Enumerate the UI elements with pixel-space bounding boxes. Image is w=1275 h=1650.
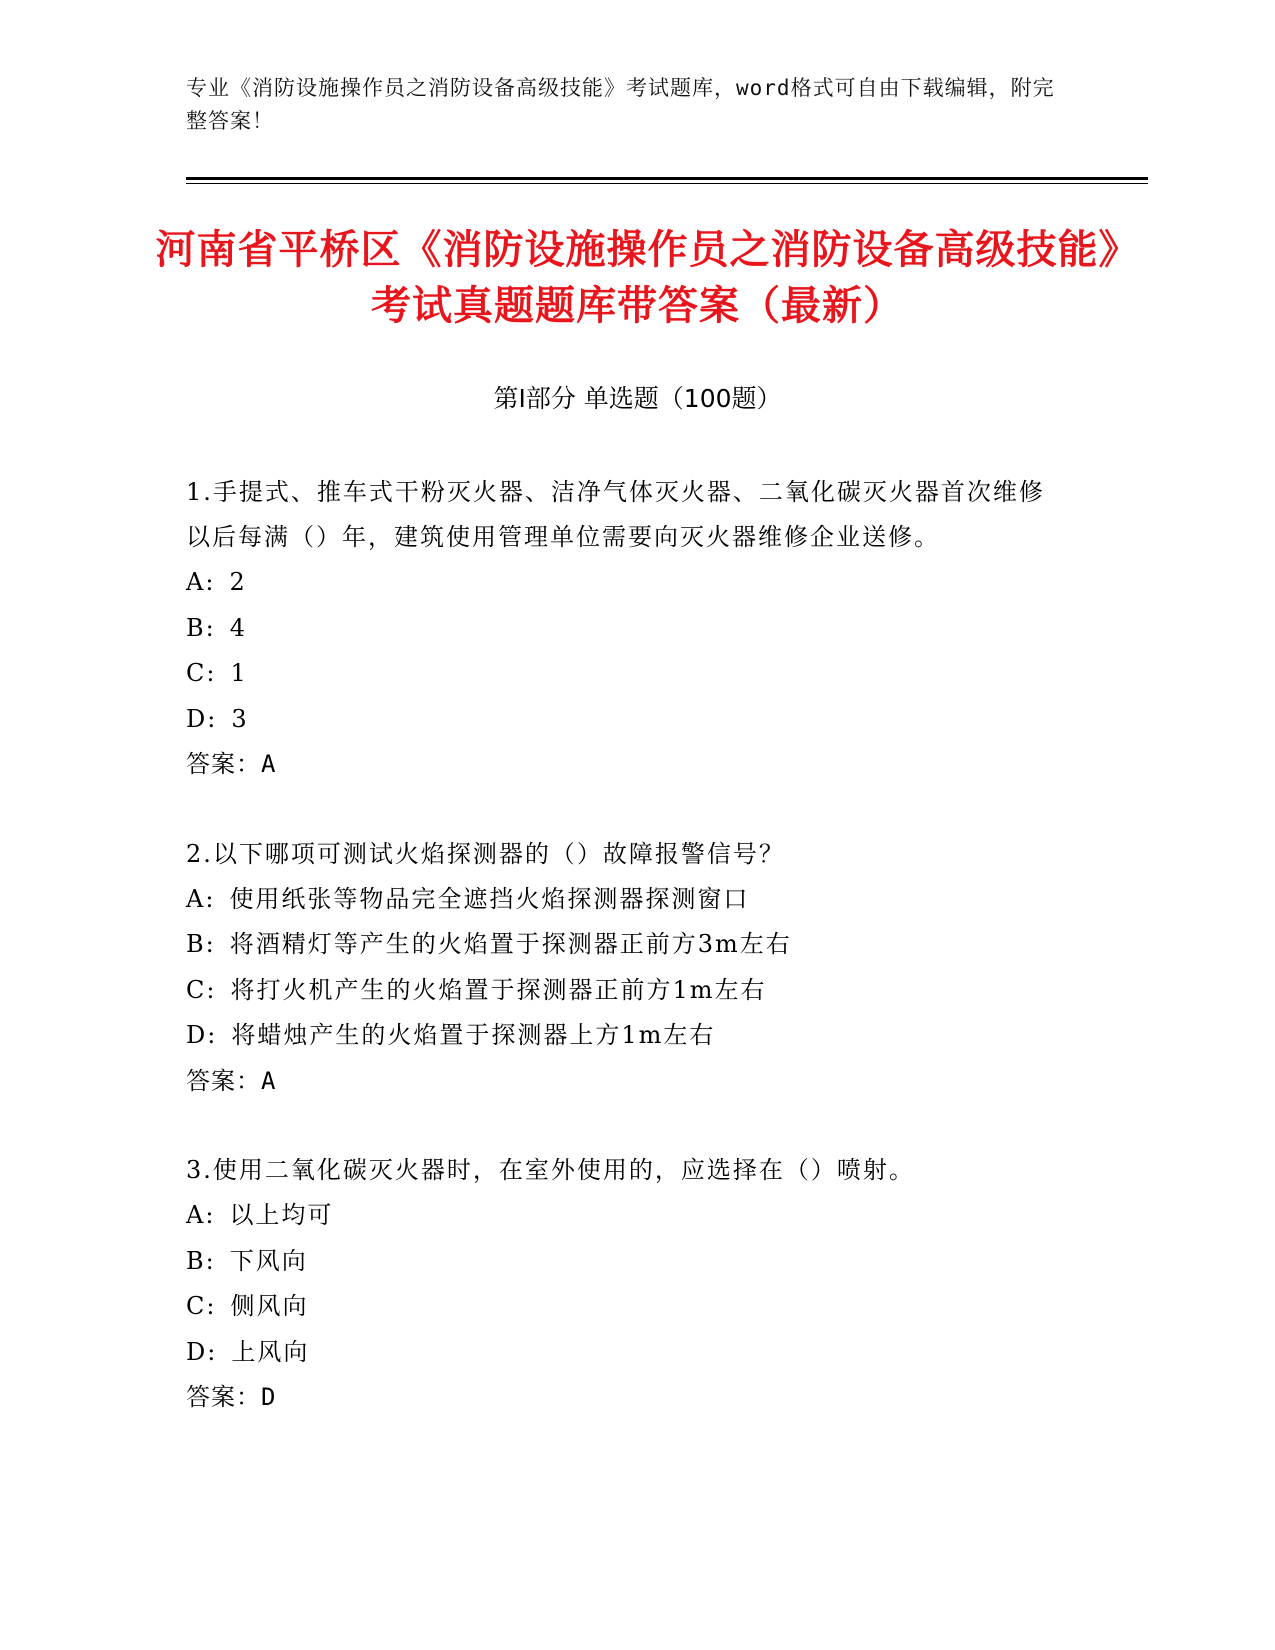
option-a — [186, 1193, 1066, 1239]
answer-line — [186, 742, 1066, 788]
option-text: 将蜡烛产生的火焰置于探测器上方1m左右 — [231, 1021, 716, 1049]
option-separator: : — [205, 1201, 216, 1229]
option-separator: : — [205, 613, 216, 642]
document-title: 河南省平桥区《消防设施操作员之消防设备高级技能》考试真题题库带答案（最新） — [155, 227, 1120, 329]
header-note: 专业《消防设施操作员之消防设备高级技能》考试题库，word格式可自由下载编辑，附完整答案！ — [186, 76, 1055, 133]
option-text: 下风向 — [229, 1246, 308, 1275]
answer-value: D — [261, 1383, 277, 1411]
question-stem: 3.使用二氧化碳灭火器时，在室外使用的，应选择在（）喷射。 — [186, 1156, 915, 1184]
option-separator: : — [207, 704, 218, 733]
option-text: 1 — [230, 659, 248, 687]
option-letter: D — [186, 1021, 208, 1049]
header-divider-thin — [186, 183, 1148, 184]
option-text: 将打火机产生的火焰置于探测器正前方1m左右 — [230, 975, 767, 1004]
option-separator: : — [207, 1021, 218, 1049]
option-a — [186, 560, 1066, 606]
option-separator: : — [205, 568, 216, 596]
answer-label: 答案： — [186, 750, 261, 778]
answer-value: A — [261, 1066, 277, 1095]
option-b — [186, 922, 1066, 968]
option-separator: : — [205, 930, 216, 958]
option-d — [186, 697, 1066, 743]
option-b — [186, 606, 1066, 652]
option-letter: A — [186, 884, 206, 913]
option-text: 侧风向 — [230, 1292, 309, 1320]
answer-value: A — [261, 750, 277, 778]
option-separator: : — [205, 884, 216, 913]
section-heading: 第Ⅰ部分 单选题（100题） — [493, 384, 782, 413]
question-stem: 2.以下哪项可测试火焰探测器的（）故障报警信号？ — [186, 839, 785, 868]
option-letter: B — [186, 1246, 206, 1275]
option-letter: B — [186, 930, 206, 958]
option-text: 使用纸张等物品完全遮挡火焰探测器探测窗口 — [229, 884, 750, 913]
option-separator: : — [206, 1292, 217, 1320]
option-c — [186, 1284, 1066, 1330]
question-list — [186, 470, 1066, 1465]
answer-line — [186, 1375, 1066, 1421]
answer-label: 答案： — [186, 1383, 261, 1411]
option-letter: C — [186, 659, 207, 687]
option-separator: : — [206, 975, 217, 1004]
option-letter: B — [186, 613, 206, 642]
option-d — [186, 1013, 1066, 1059]
option-text: 上风向 — [231, 1337, 310, 1366]
question-stem: 1.手提式、推车式干粉灭火器、洁净气体灭火器、二氧化碳灭火器首次维修以后每满（）年，建筑使用管理单位需要向灭火器维修企业送修。 — [186, 478, 1045, 551]
answer-label: 答案： — [186, 1066, 261, 1095]
option-separator: : — [207, 1337, 218, 1366]
option-a — [186, 877, 1066, 923]
option-separator: : — [205, 1246, 216, 1275]
option-c — [186, 651, 1066, 697]
option-letter: C — [186, 975, 207, 1004]
question-item — [186, 832, 1066, 1105]
option-text: 将酒精灯等产生的火焰置于探测器正前方3m左右 — [229, 930, 792, 958]
option-text: 以上均可 — [229, 1201, 334, 1229]
option-d — [186, 1330, 1066, 1376]
option-c — [186, 968, 1066, 1014]
option-letter: D — [186, 704, 208, 733]
option-letter: A — [186, 1201, 206, 1229]
question-item — [186, 1148, 1066, 1421]
option-letter: A — [186, 568, 206, 596]
option-text: 4 — [229, 613, 248, 642]
option-b — [186, 1239, 1066, 1285]
option-letter: D — [186, 1337, 208, 1366]
option-text: 3 — [231, 704, 249, 733]
option-letter: C — [186, 1292, 207, 1320]
question-item — [186, 470, 1066, 788]
answer-line — [186, 1059, 1066, 1105]
option-text: 2 — [229, 568, 247, 596]
option-separator: : — [206, 659, 217, 687]
header-divider-thick — [186, 177, 1148, 180]
